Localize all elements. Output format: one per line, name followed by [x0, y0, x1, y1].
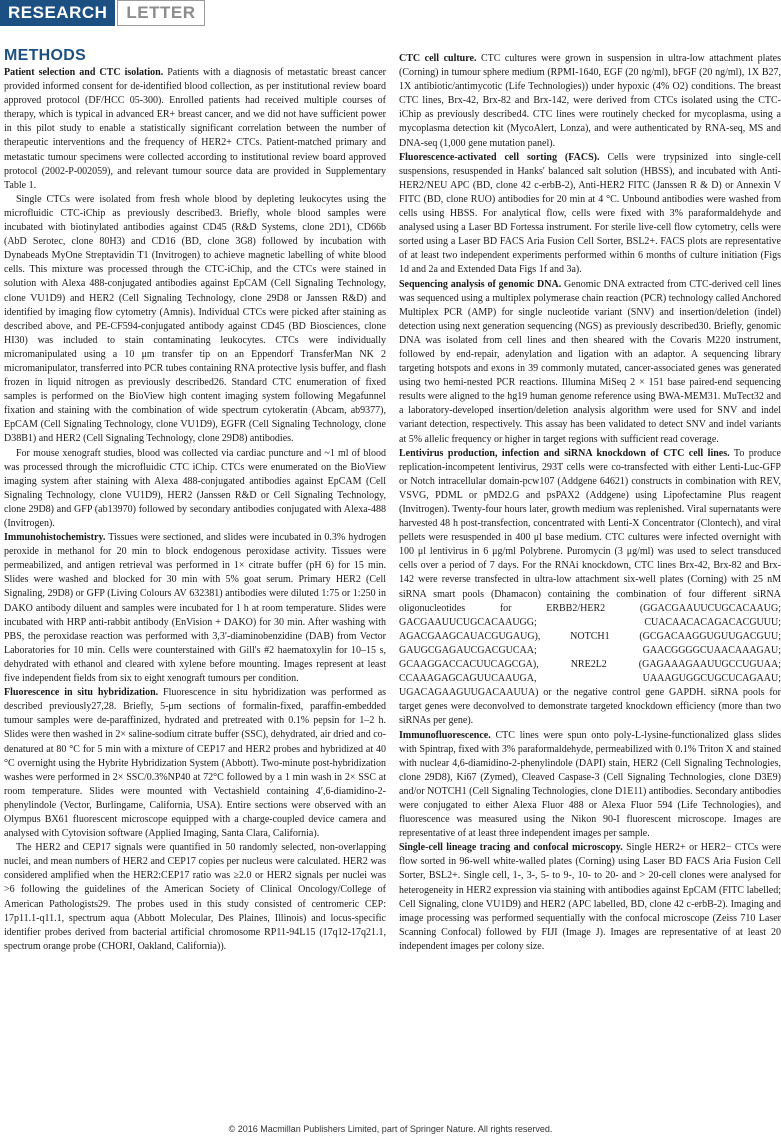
paragraph-heading: Fluorescence in situ hybridization.: [4, 687, 159, 699]
paragraph-text: For mouse xenograft studies, blood was collected via cardiac puncture and ~1 ml of blood was processed through the microfluidic CTC iChip. CTCs were enumerated on the BioView imaging system after staining with Alexa 488-conjugated antibodies against EpCAM (Cell Signaling Technology, clone VU1D9), HER2 (Janssen R&D or Cell Signaling Technology, clone 29D8) and GFP (ab13970) followed by secondary antibodies conjugated with Alexa-488 (Invitrogen).: [4, 447, 386, 529]
paragraph: [399, 151, 781, 278]
paragraph-text: Single CTCs were isolated from fresh whole blood by depleting leukocytes using the microfluidic CTC-iChip as previously described3. Briefly, whole blood samples were incubated with biotinylated antibodies against CD45 (R&D Systems, clone 2D1), CD66b (AbD Serotec, clone 80H3) and CD16 (BD, clone 3G8) followed by incubation with Dynabeads MyOne Streptavidin T1 (Invitrogen) to achieve magnetic labelling of white blood cells. This mixture was processed through the CTC-iChip, and the CTCs were stained in solution with Alexa 488-conjugated antibodies against EpCAM (Cell Signaling Technology, clone VU1D9) and HER2 (Cell Signaling Technology, clone 29D8 or Janssen R&D) and identified by imaging flow cytometry (Amnis). Individual CTCs were picked after staining as described above, and PE-CF594-conjugated antibody against CD45 (BD Biosciences, clone HI30) was included to stain contaminating leukocytes. CTCs were individually micromanipulated using a 10 μm transfer tip on an Eppendorf TransferMan NK 2 micromanipulator, transferred into PCR tubes containing RNA protective lysis buffer, and flash frozen in liquid nitrogen as previously described26. Standard CTC enumeration of fixed samples is performed on the BioView high content imaging system following Megafunnel fixation and staining with the combination of wide spectrum cytokeratin (Abcam, ab9377), EpCAM (Cell Signaling Technology, clone VU1D9), EGFR (Cell Signaling Technology, clone D38B1) and HER2 (Cell Signaling Technology, clone 29D8) antibodies.: [4, 193, 386, 445]
paragraph: [4, 841, 386, 954]
right-column: [399, 52, 781, 954]
paragraph: [399, 52, 781, 151]
paragraph: [4, 531, 386, 686]
paragraph: [4, 66, 386, 193]
paragraph-heading: Patient selection and CTC isolation.: [4, 67, 164, 78]
copyright-footer: © 2016 Macmillan Publishers Limited, part of Springer Nature. All rights reserved.: [228, 1124, 553, 1134]
section-header: [0, 0, 205, 28]
left-column: [4, 66, 386, 954]
paragraph-text: Genomic DNA extracted from CTC-derived cell lines was sequenced using a multiplex polymerase chain reaction (PCR) technology called Anchored Multiplex PCR (AMP) for single nucleotide variant (SNV) and insertion/deletion (indel) detection using next generation sequencing (NGS) as previously described30. Briefly, genomic DNA was isolated from cell lines and then sheared with the Covaris M220 instrument, followed by end-repair, adenylation and ligation with an adaptor. A sequencing library targeting hotspots and exons in 39 commonly mutated, cancer-associated genes was generated using two hemi-nested PCR reactions. Illumina MiSeq 2 × 151 base paired-end sequencing results were aligned to the hg19 human genome reference using BWA-MEM31. MuTect32 and a laboratory-developed insertion/deletion analysis algorithm were used for SNV and indel variant detection, respectively. This assay has been validated to detect SNV and indel variants at 5% allelic frequency or higher in target regions with sufficient read coverage.: [399, 278, 781, 445]
paragraph: [399, 278, 781, 447]
paragraph: [4, 193, 386, 447]
paragraph-text: CTC cultures were grown in suspension in ultra-low attachment plates (Corning) in tumour sphere medium (RPMI-1640, EGF (20 ng/ml), bFGF (20 ng/ml), 1X B27, 1X antibiotic/antimycotic (Life Technologies)) under hypoxic (4% O2) conditions. The breast CTC lines, Brx-42, Brx-82 and Brx-142, were derived from CTCs isolated using the CTC-iChip as previously described4. CTC lines were routinely checked for mycoplasma, using a mycoplasma detection kit (MycoAlert, Lonza), and were authenticated by RNA-seq, MS and DNA-seq (1,000 gene mutation panel).: [399, 53, 781, 149]
paragraph-text: Fluorescence in situ hybridization was performed as described previously27,28. Briefly, 5-μm sections of formalin-fixed, paraffin-embedded tumour samples were de-paraffinized, hydrated and pretreated with 0.1% pepsin for 1–2 h. Slides were then washed in 2× saline-sodium citrate buffer (SSC), dehydrated, air dried and co-denatured at 80 °C for 5 min with a mixture of CEP17 and HER2 probes and hybridized at 40 °C overnight using the Hybrite Hybridization System (Abbott). Two-minute post-hybridization washes were performed in 2× SSC/0.3%NP40 at 72°C followed by a 1 min wash in 2× SSC at room temperature. Slides were mounted with Vectashield containing 4′,6-diamidino-2-phenylindole (Vector, Burlingame, California, USA). Entire sections were observed with an Olympus BX61 fluorescent microscope equipped with a charge-coupled device camera and analysed with Cytovision software (Applied Imaging, Santa Clara, California).: [4, 687, 387, 840]
paragraph-heading: CTC cell culture.: [399, 53, 477, 64]
paragraph: [399, 447, 781, 729]
paragraph-heading: Fluorescence-activated cell sorting (FACS).: [399, 151, 600, 163]
paragraph-heading: Immunofluorescence.: [399, 729, 491, 741]
paragraph: [399, 729, 781, 842]
paragraph: [4, 686, 386, 841]
paragraph-text: Tissues were sectioned, and slides were incubated in 0.3% hydrogen peroxide in methanol for 20 min to block endogenous peroxidase activity. Tissues were permeabilized, and antigen retrieval was performed in 1× citrate buffer (pH 6) for 15 min. Slides were washed and blocked for 30 min with 5% goat serum. Primary HER2 (Cell Signaling, 29D8) or GFP (Living Colours AV 632381) antibodies were diluted 1:75 or 1:250 in DAKO antibody diluent and samples were incubated for 1 h at room temperature. Slides were incubated with HRP anti-rabbit antibody (EnVision + DAKO) for 30 min. After washing with PBS, the peroxidase reaction was performed with 3,3′-diaminobenzidine (DAB) from Vector Laboratories for 10 min. Cells were counterstained with Gill's #2 haematoxylin for 10–15 s, dehydrated with ethanol and cleared with xylene before mounting. Images represent at least five independent fields from six to eight xenograft tumours per condition.: [4, 532, 386, 685]
methods-heading: METHODS: [4, 47, 87, 64]
paragraph-heading: Sequencing analysis of genomic DNA.: [399, 278, 562, 290]
paragraph-text: Cells were trypsinized into single-cell suspensions, resuspended in Hanks' balanced salt solution (HBSS), and incubated with Anti-HER2/NEU APC (BD, clone 42 c-erbB-2), Anti-HER2 FITC (Janssen R & D) or Annexin V FITC (BD, clone RUO) antibodies for 20 min at 4 °C. Unbound antibodies were washed from cells using HBSS. For analytical flow, cells were fixed with 3% paraformaldehyde and analysed using a Laser BD Fortessa instrument. For sterile live-cell flow cytometry, cells were sorted using a Laser BD FACS Aria Fusion Cell Sorter, BSL2+. FACS plots are representative of at least two independent experiments performed within 6 months of culture initiation (Figs 1d and 2a and Extended Data Figs 1f and 3a).: [399, 151, 781, 276]
paragraph-heading: Lentivirus production, infection and siRNA knockdown of CTC cell lines.: [399, 447, 730, 459]
section-label: RESEARCH: [0, 0, 115, 26]
paragraph-text: Single HER2+ or HER2− CTCs were flow sorted in 96-well white-walled plates (Corning) using Laser BD FACS Aria Fusion Cell Sorter, BSL2+. Single cell, 1-, 3-, 5- to 9-, 10- to 20- and > 20-cell clones were analysed for heterogeneity in HER2 expression via staining with antibodies against EpCAM (FITC labelled; Cell Signaling, clone VU1D9) and HER2 (APC labelled, BD, clone 42 c-erbB-2). Imaging and image processing was performed sequentially with the confocal microscope (Zeiss 710 Laser Scanning Confocal) followed by FIJI (Image J). Images are representative of at least 20 independent images per colony size.: [399, 842, 781, 952]
paragraph: [4, 447, 386, 532]
paragraph-heading: Single-cell lineage tracing and confocal microscopy.: [399, 842, 623, 854]
paragraph-text: Patients with a diagnosis of metastatic breast cancer provided informed consent for de-identified blood collection, as per institutional review board approved protocol (DF/HCC 05-300). Enrolled patients had received multiple courses of therapy, which is typical in advanced ER+ breast cancer, and we did not have sufficient power in this pilot study to enable a statistically significant correlation between the number of therapeutic interventions and the frequency of HER2+ CTCs. Patient-matched primary and metastatic tumour specimens were collected according to institutional review board approved protocol (2002-P-002059), and relevant tumour source data are provided in Supplementary Table 1.: [4, 67, 386, 191]
paragraph-heading: Immunohistochemistry.: [4, 532, 106, 544]
paragraph-text: CTC lines were spun onto poly-L-lysine-functionalized glass slides with Spintrap, fixed with 3% paraformaldehyde, permeabilized with 0.1% Triton X and stained with nuclear 4,6-diamidino-2-phenylindole (DAPI) stain, HER2 (Cell Signaling Technologies, clone 29D8), Ki67 (Zymed), Cleaved Caspase-3 (Cell Signaling Technologies, clone D3E9) and/or NOTCH1 (Cell Signaling Technologies, clone D1E11) antibodies. Secondary antibodies were conjugated to either Alexa Fluor 488 or Alexa Fluor 594 (Life Technologies), and fluorescence was measured using the Nikon 90-I fluorescent microscope. Images are representative of at least three independent images per sample.: [399, 729, 781, 840]
paragraph-text: To produce replication-incompetent lentivirus, 293T cells were co-transfected with either Lenti-Luc-GFP or Notch intracellular domain-pcw107 (Addgene 64621) constructs in combination with REV, VSVG, PDML or pMD2.G and psPAX2 (Addgene) using Lipofectamine Plus reagent (Invitrogen). Twenty-four hours later, growth medium was replenished. Viral supernatants were harvested 48 h post-transfection, concentrated with Lenti-X Concentrator (Clontech), and viral pellets were resuspended in 400 μl base medium. CTC cultures were infected overnight with 100 μl lentivirus in 6 μg/ml Polybrene. Puromycin (3 μg/ml) was used to select transduced cells over a period of 7 days. For the RNAi knockdown, CTC lines Brx-42, Brx-82 and Brx-142 were reverse transfected in ultra-low attachment six-well plates (Corning) with 25 nM siRNA smart pools (Dhamacon) containing the combination of four different siRNA oligonucleotides for ERBB2/HER2 (GGACGAAUUCUGCACAAUG; GACGAAUUCUGCACAAUGG; CUACAACACAGACACGUUU; AGACGAAGCAUACGUGAUG), NOTCH1 (GCGACAAGGUGUUGACGUU; GAUGCGAGAUCGACGUCAA; GAACGGGGCUAACAAAGAU; GCAAGGACCACUUCAGCGA), NRE2L2 (GAGAAAGAAUUGCCUGUAA; CCAAAGAGCAGUUCAAUGA, UAAAGUGGCUGCUCAGAAU; UGACAGAAGUUGACAAUUA) or the negative control gene GAPDH. siRNA pools for target genes were deconvolved to demonstrate targeted knockdown efficiency (more than two siRNAs per gene).: [399, 447, 781, 727]
paragraph: [399, 841, 781, 954]
article-type-label: LETTER: [117, 0, 204, 26]
paragraph-text: The HER2 and CEP17 signals were quantified in 50 randomly selected, non-overlapping nuclei, and mean numbers of HER2 and CEP17 copies per nucleus were calculated. HER2 was considered amplified when the HER2:CEP17 ratio was ≥2.0 or HER2 signals per nuclei was >6 following the guidelines of the American Society of Clinical Oncology/College of American Pathologists29. The probes used in this study consisted of centromeric CEP: 17p11.1-q11.1, spectrum aqua (Abbott Molecular, Des Plaines, Illinois) and locus-specific identifier probes derived from bacterial artificial chromosome RP11-94L15 (17q12-17q21.1, spectrum orange probe (CHORI, Oakland, California)).: [4, 842, 386, 952]
